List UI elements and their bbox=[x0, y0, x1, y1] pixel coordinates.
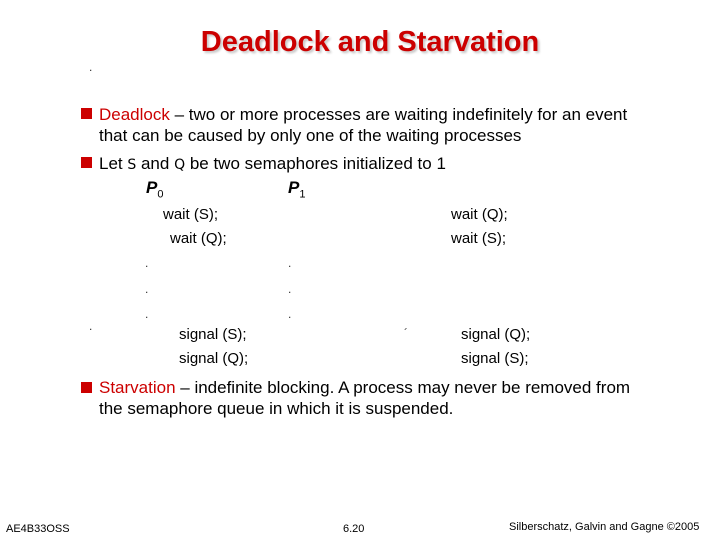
p1-wait-1: wait (Q); bbox=[451, 206, 508, 223]
slide-title: Deadlock and Starvation bbox=[200, 26, 540, 58]
p0-ellipsis-dot: . bbox=[145, 307, 149, 321]
bullet-semaphores bbox=[99, 153, 446, 176]
process-p1-label: $P_1$ bbox=[288, 178, 306, 201]
p0-wait-2: wait (Q); bbox=[170, 230, 227, 247]
process-p0-label: $P_0$ bbox=[146, 178, 164, 201]
bullet-deadlock bbox=[99, 104, 627, 125]
bullet-marker bbox=[81, 382, 92, 393]
deadlock-text-2: that can be caused by only one of the waiting processes bbox=[99, 126, 522, 145]
p1-ellipsis-dot: . bbox=[288, 282, 292, 296]
p1-wait-2: wait (S); bbox=[451, 230, 507, 247]
bullet-marker bbox=[81, 108, 92, 119]
let-text: Let bbox=[99, 154, 128, 173]
semaphore-q: Q bbox=[174, 157, 186, 173]
footer-course-code: AE4B33OSS bbox=[6, 523, 70, 535]
p1-signal-1: signal (Q); bbox=[461, 326, 531, 343]
p1-ellipsis-dot: . bbox=[288, 307, 292, 321]
deadlock-text-1: – two or more processes are waiting indefinitely for an event bbox=[169, 105, 628, 124]
semaphore-s: S bbox=[127, 157, 137, 173]
bullet-marker bbox=[81, 157, 92, 168]
term-deadlock: Deadlock bbox=[99, 105, 170, 124]
p0-ellipsis-dot: . bbox=[145, 256, 149, 270]
p0-ellipsis-dot: . bbox=[145, 282, 149, 296]
starvation-text-2: the semaphore queue in which it is suspended. bbox=[99, 399, 454, 418]
p0-signal-1: signal (S); bbox=[179, 326, 247, 343]
stray-tick: ´ bbox=[404, 326, 408, 340]
footer-copyright: Silberschatz, Galvin and Gagne ©2005 bbox=[509, 521, 700, 533]
p1-signal-2: signal (S); bbox=[461, 350, 529, 367]
starvation-text-1: – indefinite blocking. A process may never be removed from bbox=[175, 378, 631, 397]
p1-ellipsis-dot: . bbox=[288, 256, 292, 270]
term-starvation: Starvation bbox=[99, 378, 176, 397]
footer-page-number: 6.20 bbox=[343, 523, 365, 535]
and-text: and bbox=[136, 154, 175, 173]
stray-dot: . bbox=[89, 319, 93, 333]
bullet-starvation bbox=[99, 377, 630, 398]
p0-signal-2: signal (Q); bbox=[179, 350, 249, 367]
stray-dot: . bbox=[89, 60, 93, 74]
init-text: be two semaphores initialized to 1 bbox=[185, 154, 446, 173]
p0-wait-1: wait (S); bbox=[163, 206, 219, 223]
